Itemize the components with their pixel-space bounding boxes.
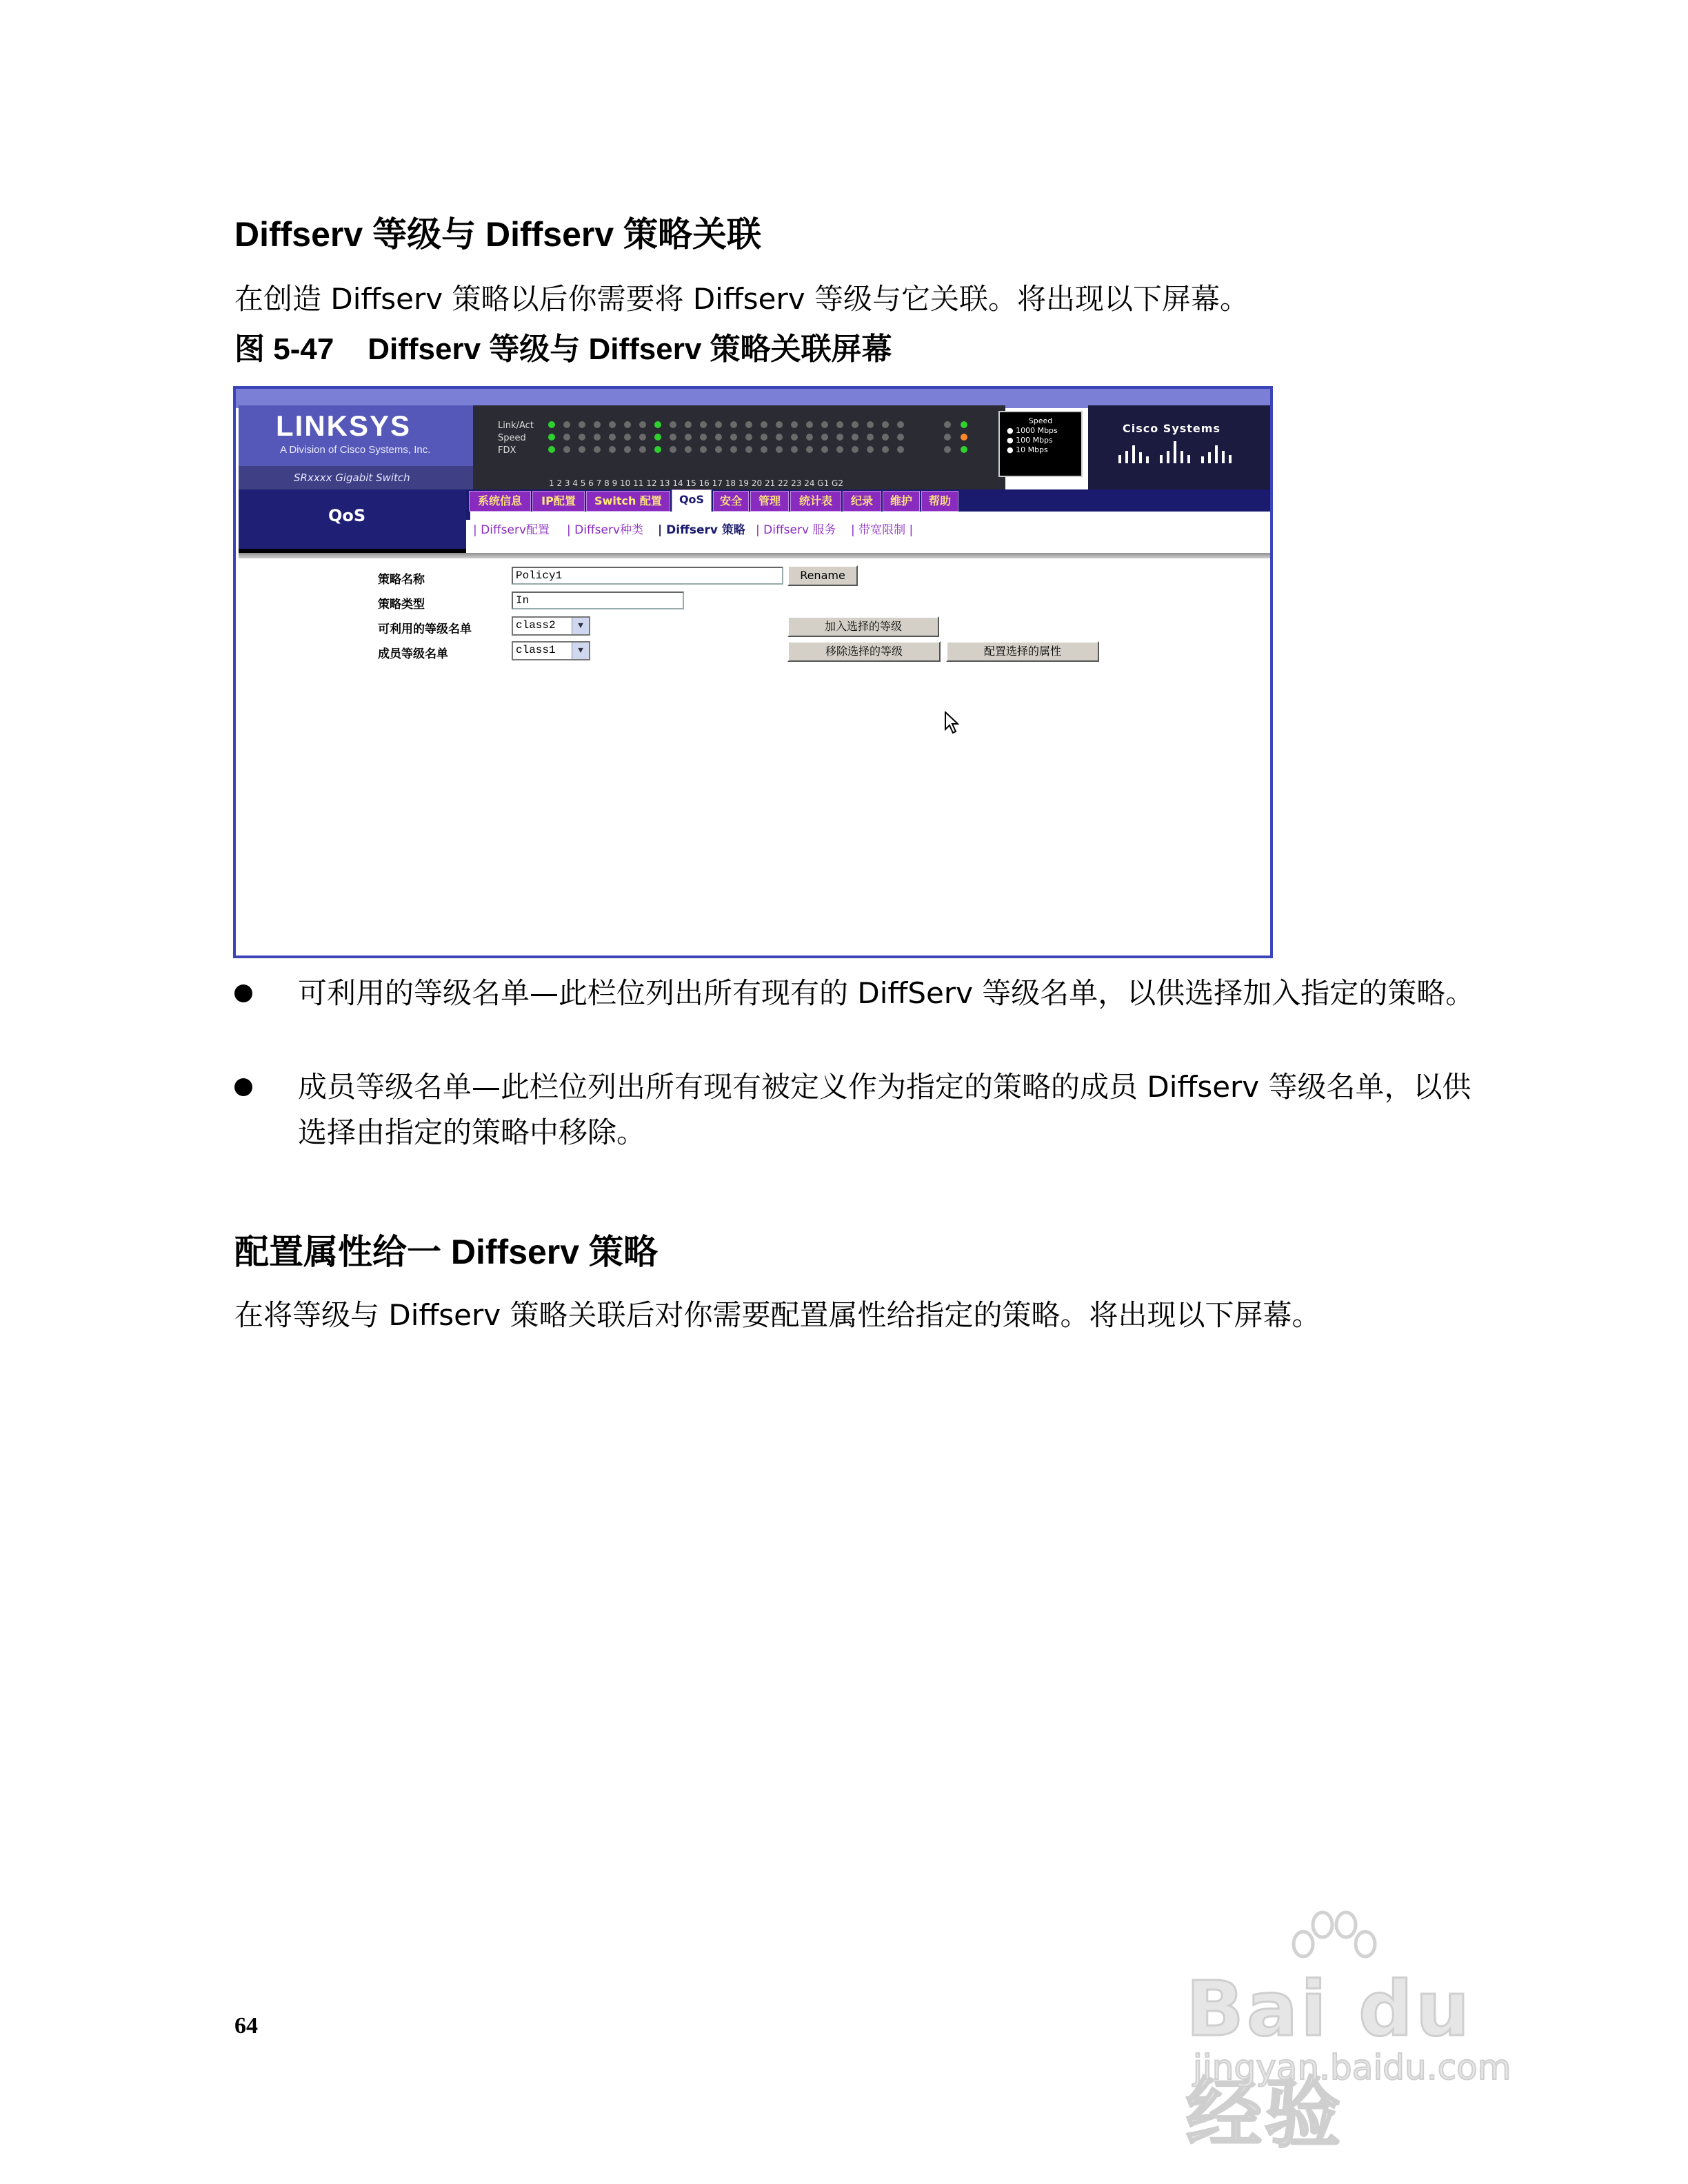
tab-security[interactable]: 安全 bbox=[713, 491, 749, 512]
port-led-panel bbox=[473, 405, 1005, 489]
subnav-bandwidth-limit[interactable]: | 带宽限制 | bbox=[851, 523, 914, 537]
bullet-dot-icon bbox=[234, 1078, 252, 1096]
figure-label: 图 5-47 bbox=[234, 332, 334, 366]
speed-legend bbox=[998, 411, 1083, 477]
section-heading-configure: 配置属性给一 Diffserv 策略 bbox=[234, 1233, 658, 1271]
bullet-text: 此栏位列出所有现有被定义作为指定的策略的成员 Diffserv 等级名单，以供选择由指定的策略中移除。 bbox=[298, 1070, 1471, 1149]
available-classes-value: class2 bbox=[516, 619, 556, 631]
tab-ip-config[interactable]: IP配置 bbox=[532, 491, 585, 512]
tab-system-info[interactable]: 系统信息 bbox=[469, 491, 531, 512]
policy-type-label: 策略类型 bbox=[378, 598, 425, 611]
brand-name: LINKSYS bbox=[276, 410, 412, 442]
bullet-member-classes bbox=[234, 1064, 1476, 1161]
chevron-down-icon[interactable]: ▼ bbox=[572, 618, 589, 634]
figure-caption bbox=[234, 324, 892, 368]
member-classes-value: class1 bbox=[516, 644, 556, 656]
bullet-term: 成员等级名单— bbox=[298, 1070, 501, 1104]
port-numbers: 1 2 3 4 5 6 7 8 9 10 11 12 13 14 15 16 17 18 19 20 21 22 23 24 G1 G2 bbox=[549, 478, 843, 488]
tab-management[interactable]: 管理 bbox=[750, 491, 789, 512]
tab-help[interactable]: 帮助 bbox=[921, 491, 958, 512]
led-label-speed: Speed bbox=[498, 433, 526, 443]
vendor-name: Cisco Systems bbox=[1123, 422, 1220, 435]
add-class-button[interactable]: 加入选择的等级 bbox=[787, 616, 939, 637]
subnav-diffserv-class[interactable]: | Diffserv种类 bbox=[567, 523, 644, 537]
led-label-linkact: Link/Act bbox=[498, 421, 534, 431]
cisco-bars-icon bbox=[1118, 440, 1236, 463]
section-intro-associate: 在创造 Diffserv 策略以后你需要将 Diffserv 等级与它关联。将出现以下屏幕。 bbox=[234, 282, 1249, 316]
model-bar bbox=[239, 466, 473, 489]
paw-icon bbox=[1289, 1910, 1379, 1972]
subnav-diffserv-service[interactable]: | Diffserv 服务 bbox=[756, 523, 836, 537]
bullet-available-classes bbox=[234, 971, 1476, 1067]
bullet-text: 此栏位列出所有现有的 DiffServ 等级名单，以供选择加入指定的策略。 bbox=[559, 976, 1475, 1010]
figure-title: Diffserv 等级与 Diffserv 策略关联屏幕 bbox=[368, 332, 892, 366]
watermark-url: jingyan.baidu.com bbox=[1193, 2048, 1511, 2087]
subnav-diffserv-config[interactable]: | Diffserv配置 bbox=[473, 523, 550, 537]
tab-qos[interactable]: QoS bbox=[672, 489, 712, 514]
switch-admin-screenshot bbox=[233, 386, 1273, 958]
policy-name-field[interactable]: Policy1 bbox=[512, 567, 783, 585]
qos-subnav bbox=[470, 512, 1273, 547]
bullet-dot-icon bbox=[234, 984, 252, 1002]
policy-type-field[interactable]: In bbox=[512, 592, 684, 609]
rename-button[interactable]: Rename bbox=[787, 565, 858, 586]
section-qos-text: QoS bbox=[328, 506, 366, 525]
speed-legend-title: Speed bbox=[1028, 416, 1053, 425]
member-classes-select[interactable] bbox=[512, 641, 590, 660]
bullet-term: 可利用的等级名单— bbox=[298, 976, 559, 1010]
linksys-logo bbox=[239, 405, 473, 466]
available-classes-select[interactable] bbox=[512, 616, 590, 636]
led-label-fdx: FDX bbox=[498, 445, 516, 456]
brand-subtitle: A Division of Cisco Systems, Inc. bbox=[280, 444, 431, 456]
header-divider bbox=[239, 553, 1273, 558]
baidu-watermark bbox=[1186, 1903, 1572, 2158]
available-classes-label: 可利用的等级名单 bbox=[378, 623, 472, 636]
member-classes-label: 成员等级名单 bbox=[378, 647, 448, 661]
chevron-down-icon[interactable]: ▼ bbox=[572, 643, 589, 659]
mouse-pointer-icon bbox=[945, 711, 961, 735]
page-number: 64 bbox=[234, 2013, 258, 2039]
section-qos-label bbox=[239, 489, 466, 552]
speed-legend-line: ● 1000 Mbps bbox=[1007, 426, 1058, 435]
policy-name-label: 策略名称 bbox=[378, 573, 425, 587]
speed-legend-line: ● 100 Mbps bbox=[1007, 436, 1053, 445]
cisco-logo bbox=[1088, 405, 1273, 489]
remove-class-button[interactable]: 移除选择的等级 bbox=[787, 641, 941, 662]
tab-statistics[interactable]: 统计表 bbox=[790, 491, 841, 512]
subnav-diffserv-policy[interactable]: | Diffserv 策略 bbox=[658, 523, 745, 537]
configure-attributes-button[interactable]: 配置选择的属性 bbox=[946, 641, 1099, 662]
section-heading-associate: Diffserv 等级与 Diffserv 策略关联 bbox=[234, 215, 762, 254]
port-leds-icon bbox=[547, 419, 989, 463]
watermark-text: Bai du 经验 bbox=[1186, 1965, 1473, 2158]
tab-maintenance[interactable]: 维护 bbox=[883, 491, 920, 512]
tab-switch-config[interactable]: Switch 配置 bbox=[586, 491, 670, 512]
model-name: SRxxxx Gigabit Switch bbox=[294, 472, 410, 484]
speed-legend-line: ● 10 Mbps bbox=[1007, 445, 1048, 454]
tab-log[interactable]: 纪录 bbox=[843, 491, 881, 512]
section-intro-configure: 在将等级与 Diffserv 策略关联后对你需要配置属性给指定的策略。将出现以下屏幕。 bbox=[234, 1298, 1321, 1332]
